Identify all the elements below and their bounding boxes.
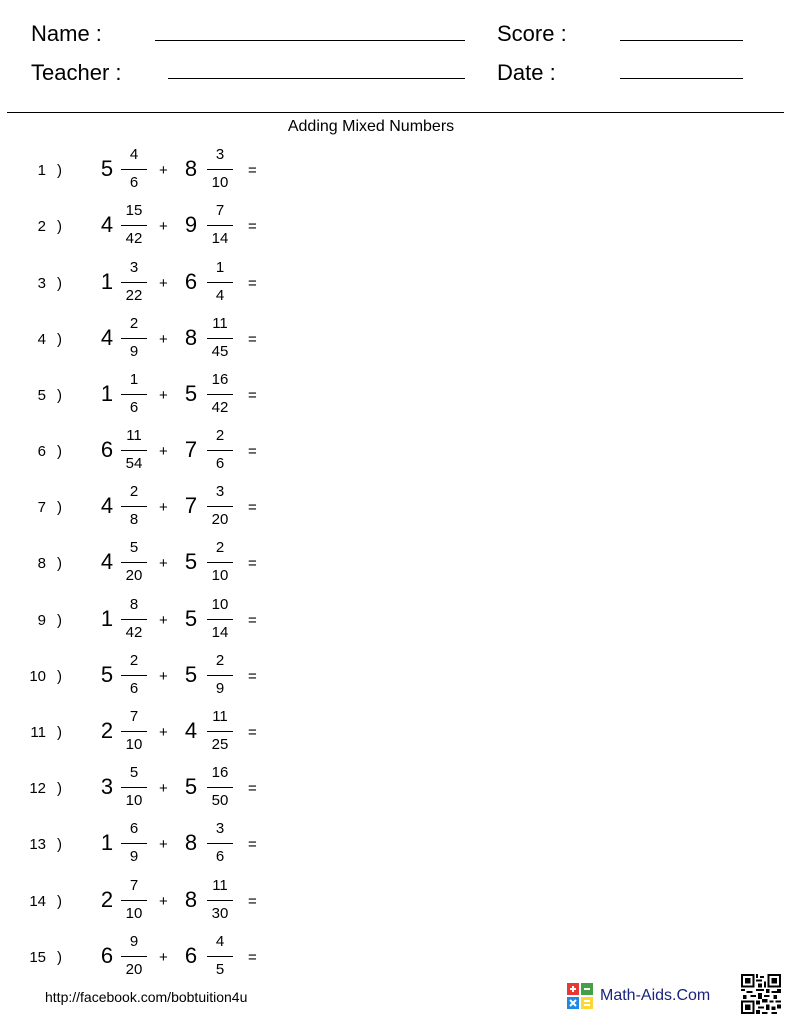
problem-number: 5	[37, 387, 46, 404]
first-numerator: 2	[129, 652, 139, 669]
second-denominator: 20	[211, 511, 229, 528]
second-fraction	[205, 314, 235, 362]
first-numerator: 5	[129, 764, 139, 781]
score-label: Score :	[497, 21, 567, 46]
first-fraction	[119, 482, 149, 530]
second-whole-number: 9	[184, 212, 198, 237]
fraction-bar	[121, 506, 147, 507]
problem-number: 10	[29, 668, 46, 685]
first-denominator: 8	[129, 511, 139, 528]
second-numerator: 3	[215, 146, 225, 163]
problem-number: 3	[37, 275, 46, 292]
second-whole-number: 4	[184, 718, 198, 743]
first-whole-number: 4	[100, 493, 114, 518]
fraction-bar	[121, 675, 147, 676]
second-denominator: 10	[211, 174, 229, 191]
second-whole-number: 5	[184, 549, 198, 574]
equals-sign: =	[248, 387, 257, 404]
problem-paren: )	[57, 443, 62, 460]
plus-sign: +	[159, 724, 168, 741]
worksheet-title: Adding Mixed Numbers	[287, 118, 455, 135]
problem-number: 14	[29, 893, 46, 910]
second-whole-number: 5	[184, 774, 198, 799]
first-denominator: 20	[125, 961, 143, 978]
second-whole-number: 7	[184, 437, 198, 462]
problem-number: 7	[37, 499, 46, 516]
fraction-bar	[207, 450, 233, 451]
problem-paren: )	[57, 499, 62, 516]
second-denominator: 6	[215, 455, 225, 472]
first-denominator: 10	[125, 905, 143, 922]
plus-sign: +	[159, 275, 168, 292]
first-numerator: 6	[129, 820, 139, 837]
first-fraction	[119, 651, 149, 699]
first-fraction	[119, 314, 149, 362]
date-label: Date :	[497, 60, 556, 85]
fraction-bar	[121, 731, 147, 732]
name-line[interactable]	[155, 40, 465, 41]
first-denominator: 6	[129, 680, 139, 697]
first-fraction	[119, 426, 149, 474]
problem-paren: )	[57, 218, 62, 235]
first-numerator: 4	[129, 146, 139, 163]
problem-paren: )	[57, 836, 62, 853]
first-fraction	[119, 201, 149, 249]
plus-sign: +	[159, 612, 168, 629]
second-numerator: 10	[211, 596, 229, 613]
fraction-bar	[207, 675, 233, 676]
first-whole-number: 1	[100, 269, 114, 294]
equals-sign: =	[248, 218, 257, 235]
second-denominator: 50	[211, 792, 229, 809]
first-numerator: 7	[129, 708, 139, 725]
second-whole-number: 8	[184, 887, 198, 912]
plus-sign: +	[159, 443, 168, 460]
fraction-bar	[121, 956, 147, 957]
problem-number: 4	[37, 331, 46, 348]
second-fraction	[205, 482, 235, 530]
equals-sign: =	[248, 555, 257, 572]
second-whole-number: 6	[184, 943, 198, 968]
name-label: Name :	[31, 21, 102, 46]
second-fraction	[205, 426, 235, 474]
fraction-bar	[121, 619, 147, 620]
second-denominator: 30	[211, 905, 229, 922]
second-denominator: 42	[211, 399, 229, 416]
second-fraction	[205, 145, 235, 193]
second-whole-number: 8	[184, 156, 198, 181]
second-whole-number: 5	[184, 662, 198, 687]
first-fraction	[119, 538, 149, 586]
equals-sign: =	[248, 668, 257, 685]
first-denominator: 6	[129, 399, 139, 416]
second-numerator: 2	[215, 427, 225, 444]
equals-sign: =	[248, 949, 257, 966]
second-fraction	[205, 595, 235, 643]
plus-sign: +	[159, 668, 168, 685]
plus-sign: +	[159, 836, 168, 853]
second-numerator: 11	[212, 877, 228, 894]
second-fraction	[205, 763, 235, 811]
first-whole-number: 2	[100, 718, 114, 743]
header-divider	[7, 112, 784, 113]
problem-paren: )	[57, 555, 62, 572]
first-fraction	[119, 258, 149, 306]
second-fraction	[205, 258, 235, 306]
second-denominator: 10	[211, 567, 229, 584]
first-whole-number: 6	[100, 943, 114, 968]
plus-sign: +	[159, 387, 168, 404]
problem-number: 2	[37, 218, 46, 235]
second-denominator: 14	[211, 230, 229, 247]
first-fraction	[119, 707, 149, 755]
qr-code-icon	[741, 974, 781, 1014]
second-fraction	[205, 707, 235, 755]
problem-number: 11	[30, 724, 46, 741]
problem-paren: )	[57, 387, 62, 404]
fraction-bar	[121, 900, 147, 901]
second-whole-number: 8	[184, 830, 198, 855]
first-whole-number: 2	[100, 887, 114, 912]
problem-paren: )	[57, 612, 62, 629]
equals-sign: =	[248, 275, 257, 292]
second-numerator: 3	[215, 483, 225, 500]
equals-sign: =	[248, 893, 257, 910]
first-numerator: 15	[125, 202, 143, 219]
plus-sign: +	[159, 331, 168, 348]
second-numerator: 11	[212, 708, 228, 725]
problem-paren: )	[57, 893, 62, 910]
second-fraction	[205, 819, 235, 867]
equals-sign: =	[248, 162, 257, 179]
fraction-bar	[207, 282, 233, 283]
fraction-bar	[121, 843, 147, 844]
first-whole-number: 5	[100, 662, 114, 687]
fraction-bar	[121, 282, 147, 283]
first-denominator: 10	[125, 736, 143, 753]
plus-sign: +	[159, 949, 168, 966]
equals-sign: =	[248, 612, 257, 629]
first-numerator: 2	[129, 483, 139, 500]
first-denominator: 10	[125, 792, 143, 809]
first-numerator: 2	[129, 315, 139, 332]
first-denominator: 20	[125, 567, 143, 584]
equals-sign: =	[248, 724, 257, 741]
fraction-bar	[121, 450, 147, 451]
second-denominator: 9	[215, 680, 225, 697]
plus-sign: +	[159, 555, 168, 572]
first-whole-number: 1	[100, 606, 114, 631]
fraction-bar	[207, 225, 233, 226]
fraction-bar	[207, 506, 233, 507]
problem-paren: )	[57, 668, 62, 685]
first-fraction	[119, 932, 149, 980]
first-whole-number: 4	[100, 325, 114, 350]
first-whole-number: 1	[100, 830, 114, 855]
problem-paren: )	[57, 780, 62, 797]
fraction-bar	[207, 619, 233, 620]
second-fraction	[205, 370, 235, 418]
second-numerator: 2	[215, 652, 225, 669]
second-numerator: 2	[215, 539, 225, 556]
equals-sign: =	[248, 443, 257, 460]
first-whole-number: 3	[100, 774, 114, 799]
plus-sign: +	[159, 218, 168, 235]
plus-sign: +	[159, 162, 168, 179]
first-denominator: 42	[125, 624, 143, 641]
second-numerator: 7	[215, 202, 225, 219]
fraction-bar	[207, 843, 233, 844]
second-denominator: 4	[215, 287, 225, 304]
first-numerator: 1	[129, 371, 139, 388]
second-denominator: 6	[215, 848, 225, 865]
second-fraction	[205, 538, 235, 586]
equals-sign: =	[248, 836, 257, 853]
second-numerator: 3	[215, 820, 225, 837]
problem-number: 8	[37, 555, 46, 572]
first-fraction	[119, 876, 149, 924]
score-line[interactable]	[620, 40, 743, 41]
problem-row	[0, 933, 400, 1014]
second-numerator: 11	[212, 315, 228, 332]
problem-number: 9	[37, 612, 46, 629]
first-whole-number: 1	[100, 381, 114, 406]
second-fraction	[205, 201, 235, 249]
first-numerator: 7	[129, 877, 139, 894]
equals-sign: =	[248, 331, 257, 348]
first-fraction	[119, 145, 149, 193]
problem-number: 12	[29, 780, 46, 797]
first-numerator: 9	[129, 933, 139, 950]
fraction-bar	[207, 394, 233, 395]
footer-url[interactable]: http://facebook.com/bobtuition4u	[45, 989, 248, 1005]
fraction-bar	[121, 787, 147, 788]
first-numerator: 3	[129, 259, 139, 276]
problem-number: 15	[29, 949, 46, 966]
fraction-bar	[121, 338, 147, 339]
brand-link[interactable]: Math-Aids.Com	[600, 987, 711, 1004]
second-denominator: 14	[211, 624, 229, 641]
first-denominator: 9	[129, 848, 139, 865]
first-numerator: 11	[126, 427, 142, 444]
second-numerator: 16	[211, 764, 229, 781]
fraction-bar	[207, 338, 233, 339]
fraction-bar	[207, 169, 233, 170]
second-fraction	[205, 932, 235, 980]
second-fraction	[205, 651, 235, 699]
fraction-bar	[121, 169, 147, 170]
first-fraction	[119, 819, 149, 867]
problem-paren: )	[57, 275, 62, 292]
equals-sign: =	[248, 780, 257, 797]
problem-number: 1	[37, 162, 46, 179]
problem-number: 6	[37, 443, 46, 460]
second-whole-number: 7	[184, 493, 198, 518]
first-whole-number: 5	[100, 156, 114, 181]
second-whole-number: 8	[184, 325, 198, 350]
first-numerator: 8	[129, 596, 139, 613]
second-numerator: 4	[215, 933, 225, 950]
first-denominator: 22	[125, 287, 143, 304]
first-fraction	[119, 370, 149, 418]
first-denominator: 6	[129, 174, 139, 191]
problem-number: 13	[29, 836, 46, 853]
first-fraction	[119, 763, 149, 811]
second-whole-number: 6	[184, 269, 198, 294]
math-aids-logo-icon	[567, 983, 593, 1009]
problem-paren: )	[57, 949, 62, 966]
first-whole-number: 4	[100, 549, 114, 574]
first-denominator: 42	[125, 230, 143, 247]
plus-sign: +	[159, 893, 168, 910]
plus-sign: +	[159, 780, 168, 797]
first-numerator: 5	[129, 539, 139, 556]
fraction-bar	[207, 562, 233, 563]
second-fraction	[205, 876, 235, 924]
first-whole-number: 4	[100, 212, 114, 237]
fraction-bar	[207, 731, 233, 732]
second-whole-number: 5	[184, 606, 198, 631]
equals-sign: =	[248, 499, 257, 516]
fraction-bar	[121, 225, 147, 226]
first-denominator: 54	[125, 455, 143, 472]
problem-paren: )	[57, 162, 62, 179]
fraction-bar	[121, 562, 147, 563]
fraction-bar	[207, 956, 233, 957]
second-denominator: 45	[211, 343, 229, 360]
second-denominator: 5	[215, 961, 225, 978]
second-whole-number: 5	[184, 381, 198, 406]
plus-sign: +	[159, 499, 168, 516]
fraction-bar	[121, 394, 147, 395]
problem-paren: )	[57, 331, 62, 348]
fraction-bar	[207, 900, 233, 901]
teacher-label: Teacher :	[31, 60, 122, 85]
first-fraction	[119, 595, 149, 643]
fraction-bar	[207, 787, 233, 788]
second-numerator: 1	[215, 259, 225, 276]
second-numerator: 16	[211, 371, 229, 388]
date-line[interactable]	[620, 78, 743, 79]
first-whole-number: 6	[100, 437, 114, 462]
teacher-line[interactable]	[168, 78, 465, 79]
second-denominator: 25	[211, 736, 229, 753]
first-denominator: 9	[129, 343, 139, 360]
problem-paren: )	[57, 724, 62, 741]
